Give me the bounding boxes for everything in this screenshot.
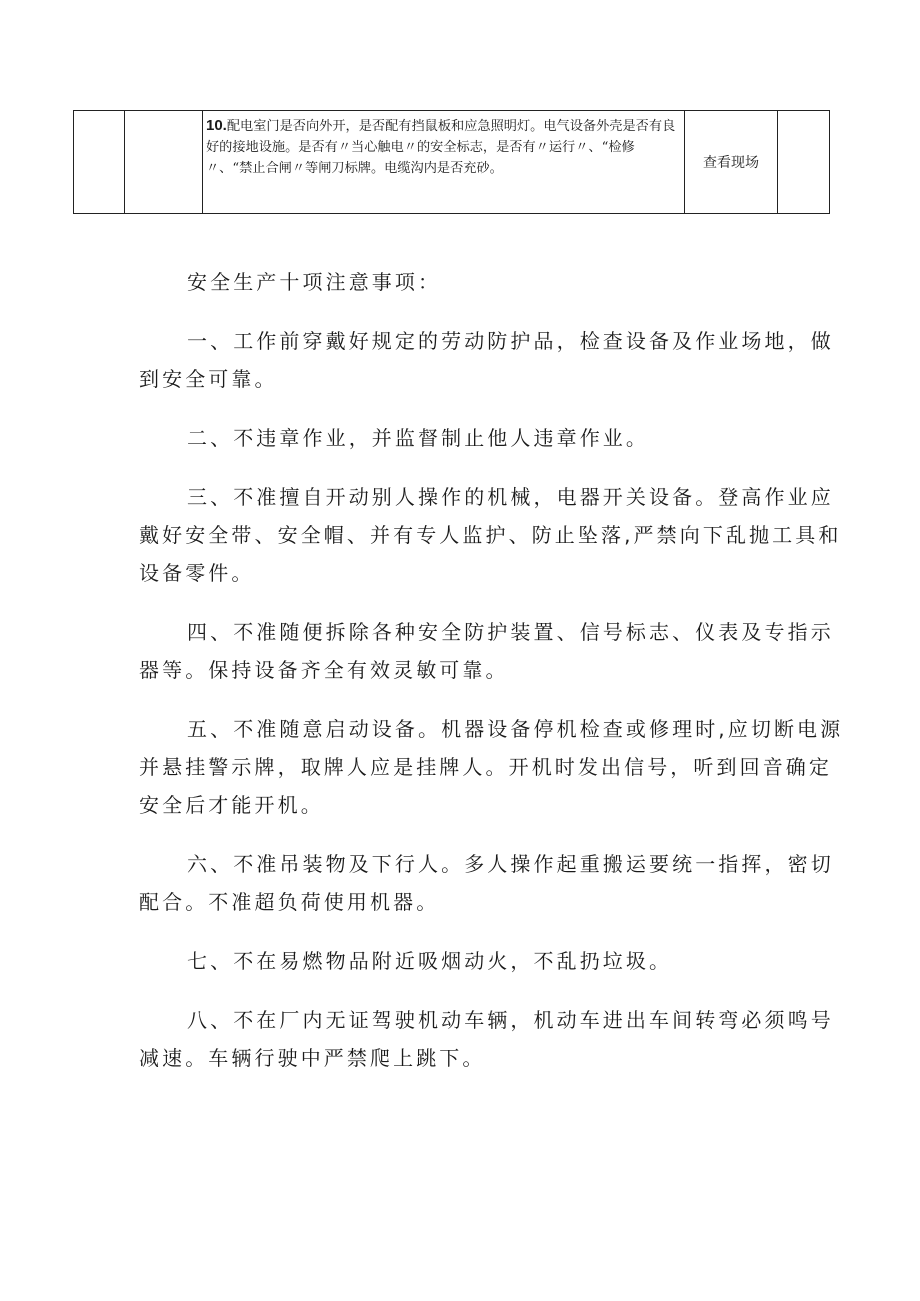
table-cell-empty [74, 111, 125, 214]
notes-item: 八、不在厂内无证驾驶机动车辆，机动车进出车间转弯必须鸣号减速。车辆行驶中严禁爬上跳下。 [139, 1008, 834, 1070]
notes-item: 三、不准擅自开动别人操作的机械，电器开关设备。登高作业应戴好安全带、安全帽、并有专人监护、防止坠落,严禁向下乱抛工具和设备零件。 [139, 485, 842, 585]
inspection-item-cell [203, 111, 685, 214]
table-row [74, 111, 830, 214]
notes-item: 五、不准随意启动设备。机器设备停机检查或修理时,应切断电源并悬挂警示牌，取牌人应是挂牌人。开机时发出信号，听到回音确定安全后才能开机。 [139, 717, 844, 817]
notes-item: 七、不在易燃物品附近吸烟动火，不乱扔垃圾。 [187, 949, 673, 973]
notes-item: 一、工作前穿戴好规定的劳动防护品，检查设备及作业场地，做到安全可靠。 [139, 329, 834, 391]
item-number: 10. [206, 117, 227, 134]
notes-heading: 安全生产十项注意事项： [187, 270, 442, 294]
table-cell-empty [778, 111, 830, 214]
safety-notes [139, 263, 849, 1098]
notes-item: 四、不准随便拆除各种安全防护装置、信号标志、仪表及专指示器等。保持设备齐全有效灵敏可靠。 [139, 620, 834, 682]
inspection-table [73, 110, 830, 214]
notes-item: 二、不违章作业，并监督制止他人违章作业。 [187, 426, 649, 450]
item-text: 配电室门是否向外开，是否配有挡鼠板和应急照明灯。电气设备外壳是否有良好的接地设施。是否有〃当心触电〃的安全标志，是否有〃运行〃、“检修〃、“禁止合闸〃等闸刀标牌。电缆沟内是否充砂。 [206, 119, 676, 176]
inspection-method-cell: 查看现场 [685, 111, 778, 214]
notes-item: 六、不准吊装物及下行人。多人操作起重搬运要统一指挥，密切配合。不准超负荷使用机器。 [139, 852, 834, 914]
table-cell-empty [125, 111, 203, 214]
